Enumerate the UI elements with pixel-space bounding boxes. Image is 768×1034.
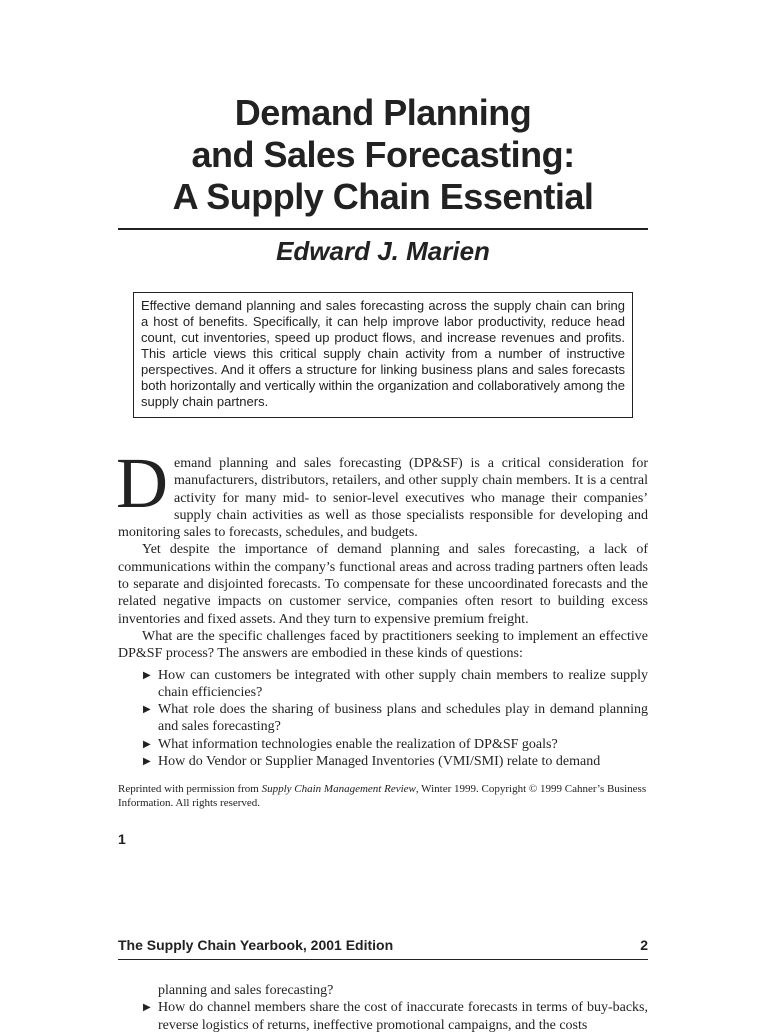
page-number: 1 <box>118 831 126 847</box>
list-item-text: planning and sales forecasting? <box>158 983 334 998</box>
document-page <box>116 0 648 1033</box>
title-line-2: and Sales Forecasting: <box>191 134 575 175</box>
running-header-title: The Supply Chain Yearbook, 2001 Edition <box>118 937 394 953</box>
list-item-text: What role does the sharing of business plans and schedules play in demand planning and sales forecasting? <box>158 702 648 735</box>
author-name: Edward J. Marien <box>276 236 490 266</box>
credit-prefix: Reprinted with permission from <box>118 783 262 795</box>
article-title <box>118 92 648 218</box>
question-list <box>118 667 648 771</box>
triangle-bullet-icon: ▶ <box>143 738 151 750</box>
list-item <box>143 736 648 753</box>
triangle-bullet-icon: ▶ <box>143 756 151 768</box>
running-header-page: 2 <box>640 937 648 953</box>
triangle-bullet-icon: ▶ <box>143 704 151 716</box>
paragraph-1 <box>116 443 648 541</box>
title-divider <box>118 228 648 230</box>
paragraph-3: What are the specific challenges faced by practitioners seeking to implement an effective DP&SF process? The answers are embodied in these kinds of questions: <box>118 628 648 662</box>
running-header <box>118 936 648 954</box>
title-line-1: Demand Planning <box>234 92 532 133</box>
triangle-bullet-icon: ▶ <box>143 1002 151 1014</box>
reprint-credit <box>118 782 648 810</box>
continued-list <box>118 982 648 1034</box>
credit-suffix: , Winter 1999. Copyright © 1999 Cahner’s Business Information. All rights reserved. <box>118 783 647 809</box>
list-item-text: How do channel members share the cost of inaccurate forecasts in terms of buy-backs, reverse logistics of returns, ineffective promotional campaigns, and the costs <box>158 1000 648 1033</box>
list-item-text: How do Vendor or Supplier Managed Inventories (VMI/SMI) relate to demand <box>158 754 601 770</box>
list-item <box>158 982 648 999</box>
list-item <box>143 667 648 702</box>
triangle-bullet-icon: ▶ <box>143 669 151 681</box>
list-item <box>143 753 648 770</box>
list-item <box>143 701 648 736</box>
drop-cap: D <box>116 443 168 523</box>
list-item-text: What information technologies enable the realization of DP&SF goals? <box>158 736 558 752</box>
title-line-3: A Supply Chain Essential <box>172 176 594 217</box>
continued-text <box>118 982 648 1034</box>
article-body <box>116 443 648 770</box>
list-item-text: How can customers be integrated with other supply chain members to realize supply chain efficiencies? <box>158 667 648 700</box>
list-item <box>143 999 648 1034</box>
credit-journal: Supply Chain Management Review <box>261 783 416 795</box>
abstract-box: Effective demand planning and sales forecasting across the supply chain can bring a host of benefits. Specifically, it can help improve labor productivity, reduce head count, cut inventories, speed up product flows, and increase revenues and profits. This article views this critical supply chain activity from a number of instructive perspectives. And it offers a structure for linking business plans and sales forecasts both horizontally and vertically within the organization and collaboratively among the supply chain partners. <box>133 292 633 418</box>
paragraph-2: Yet despite the importance of demand planning and sales forecasting, a lack of communications within the company’s functional areas and across trading partners often leads to separate and disjointed forecasts. To compensate for these uncoordinated forecasts and the related negative impacts on customer service, companies often resort to building excess inventories and fixed assets. And they turn to expensive premium freight. <box>118 542 648 627</box>
running-header-divider <box>118 959 648 960</box>
paragraph-1-text: emand planning and sales forecasting (DP&SF) is a critical consideration for manufacturers, distributors, retailers, and other supply chain members. It is a central activity for many mid- to senior-level executives who manage their companies’ supply chain activities as well as those specialists responsible for developing and monitoring sales to forecasts, schedules, and budgets. <box>118 456 648 541</box>
